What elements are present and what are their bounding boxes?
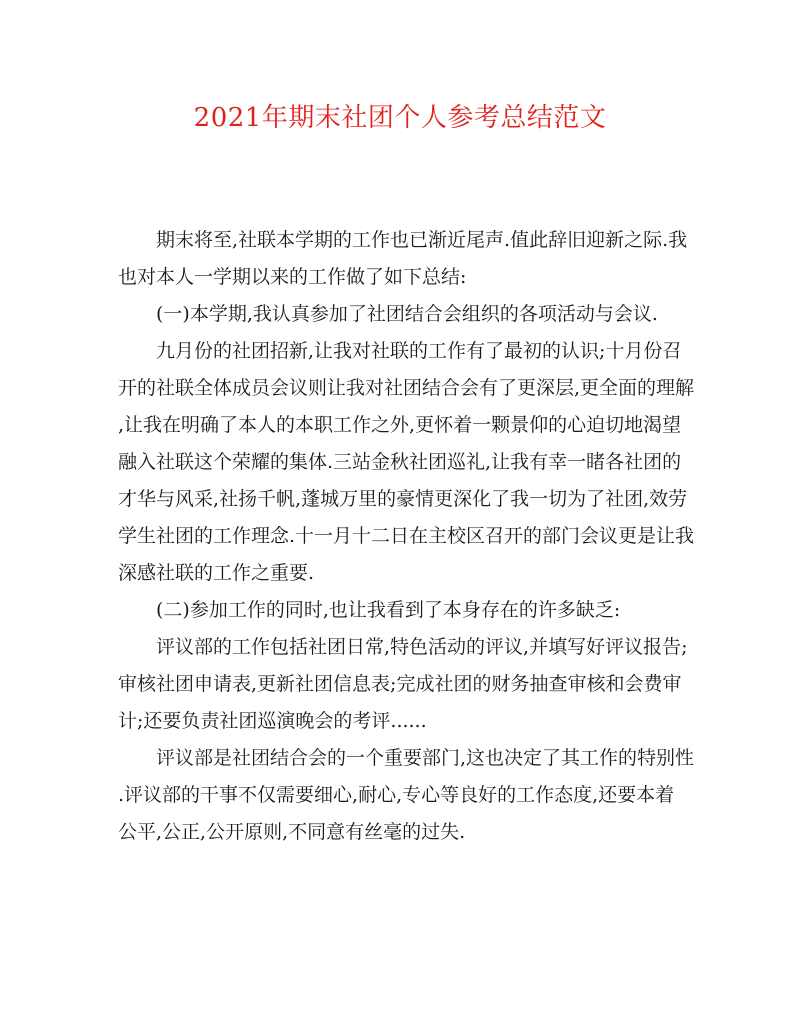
text-line: (一)本学期,我认真参加了社团结合会组织的各项活动与会议. bbox=[156, 303, 658, 325]
text-line: 评议部是社团结合会的一个重要部门,这也决定了其工作的特别性 bbox=[156, 747, 695, 769]
text-line: 也对本人一学期以来的工作做了如下总结: bbox=[118, 266, 467, 288]
text-line: 深感社联的工作之重要. bbox=[118, 562, 315, 584]
text-line: ,让我在明确了本人的本职工作之外,更怀着一颗景仰的心迫切地渴望 bbox=[118, 414, 682, 436]
text-line: 才华与风采,社扬千帆,蓬城万里的豪情更深化了我一切为了社团,效劳 bbox=[118, 488, 688, 510]
document-body bbox=[118, 222, 695, 851]
text-line: 评议部的工作包括社团日常,特色活动的评议,并填写好评议报告; bbox=[156, 636, 688, 658]
text-line: 学生社团的工作理念.十一月十二日在主校区召开的部门会议更是让我 bbox=[118, 525, 695, 547]
document-title: 2021年期末社团个人参考总结范文 bbox=[193, 103, 607, 133]
text-line: 公平,公正,公开原则,不同意有丝毫的过失. bbox=[118, 821, 466, 843]
text-line: 融入社联这个荣耀的集体.三站金秋社团巡礼,让我有幸一睹各社团的 bbox=[118, 451, 682, 473]
text-line: 期末将至,社联本学期的工作也已渐近尾声.值此辞旧迎新之际.我 bbox=[156, 229, 688, 251]
text-line: 九月份的社团招新,让我对社联的工作有了最初的认识;十月份召 bbox=[156, 340, 682, 362]
text-line: (二)参加工作的同时,也让我看到了本身存在的许多缺乏: bbox=[156, 599, 621, 621]
text-line: .评议部的干事不仅需要细心,耐心,专心等良好的工作态度,还要本着 bbox=[118, 784, 675, 806]
text-line: 计;还要负责社团巡演晚会的考评...... bbox=[118, 710, 427, 732]
text-line: 开的社联全体成员会议则让我对社团结合会有了更深层,更全面的理解 bbox=[118, 377, 695, 399]
text-line: 审核社团申请表,更新社团信息表;完成社团的财务抽查审核和会费审 bbox=[118, 673, 682, 695]
